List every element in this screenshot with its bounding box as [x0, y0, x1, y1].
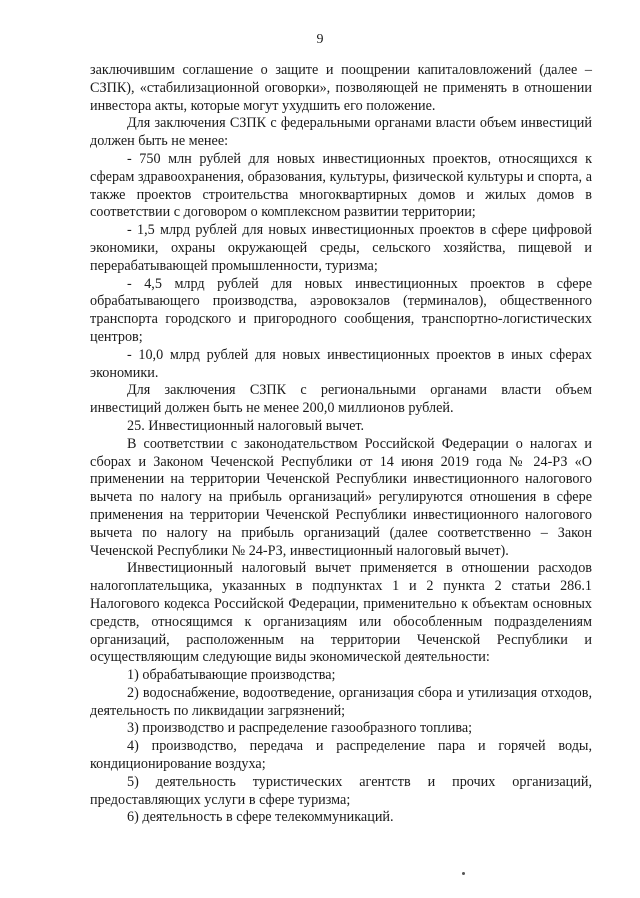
- page-number: 9: [316, 32, 324, 47]
- list-item: 2) водоснабжение, водоотведение, организация сбора и утилизация отходов, деятельность по ликвидации загрязнений;: [90, 684, 592, 719]
- paragraph: Для заключения СЗПК с федеральными органами власти объем инвестиций должен быть не менее:: [90, 115, 592, 150]
- paragraph: Инвестиционный налоговый вычет применяется в отношении расходов налогоплательщика, указанных в подпунктах 1 и 2 пункта 2 статьи 286.1 Налогового кодекса Российской Федерации, применительно к объектам основных средств, относящимся к организациям или обособленным подразделениям организаций, расположенным на территории Чеченской Республики и осуществляющим следующие виды экономической деятельности:: [90, 560, 592, 666]
- document-body: [90, 62, 592, 827]
- scan-speck: [462, 872, 465, 875]
- list-item: 4) производство, передача и распределение пара и горячей воды, кондиционирование воздуха;: [90, 738, 592, 773]
- list-item: 5) деятельность туристических агентств и прочих организаций, предоставляющих услуги в сфере туризма;: [90, 773, 592, 808]
- list-item: 6) деятельность в сфере телекоммуникаций.: [127, 809, 394, 826]
- list-item: - 4,5 млрд рублей для новых инвестиционных проектов в сфере обрабатывающего производства, аэровокзалов (терминалов), общественного транспорта городского и пригородного сообщения, транспортно-логистических центров;: [90, 275, 592, 345]
- paragraph: Для заключения СЗПК с региональными органами власти объем инвестиций должен быть не менее 200,0 миллионов рублей.: [90, 382, 592, 417]
- section-heading: 25. Инвестиционный налоговый вычет.: [127, 417, 365, 434]
- paragraph: заключившим соглашение о защите и поощрении капиталовложений (далее – СЗПК), «стабилизационной оговорки», позволяющей не применять в отношении инвестора акты, которые могут ухудшить его положение.: [90, 62, 592, 114]
- list-item: 3) производство и распределение газообразного топлива;: [127, 720, 473, 737]
- list-item: - 1,5 млрд рублей для новых инвестиционных проектов в сфере цифровой экономики, охраны окружающей среды, сельского хозяйства, пищевой и перерабатывающей промышленности, туризма;: [90, 222, 592, 274]
- list-item: - 750 млн рублей для новых инвестиционных проектов, относящихся к сферам здравоохранения, образования, культуры, физической культуры и спорта, а также проектов строительства многоквартирных домов и жилых домов в соответствии с договором о комплексном развитии территории;: [90, 150, 592, 221]
- paragraph: В соответствии с законодательством Российской Федерации о налогах и сборах и Законом Чеченской Республики от 14 июня 2019 года № 24-РЗ «О применении на территории Чеченской Республики инвестиционного налогового вычета по налогу на прибыль организаций» регулируются отношения в сфере применения на территории Чеченской Республики инвестиционного налогового вычета по налогу на прибыль организаций (далее соответственно – Закон Чеченской Республики № 24-РЗ, инвестиционный налоговый вычет).: [90, 435, 592, 559]
- list-item: 1) обрабатывающие производства;: [127, 667, 336, 684]
- list-item: - 10,0 млрд рублей для новых инвестиционных проектов в иных сферах экономики.: [90, 346, 592, 381]
